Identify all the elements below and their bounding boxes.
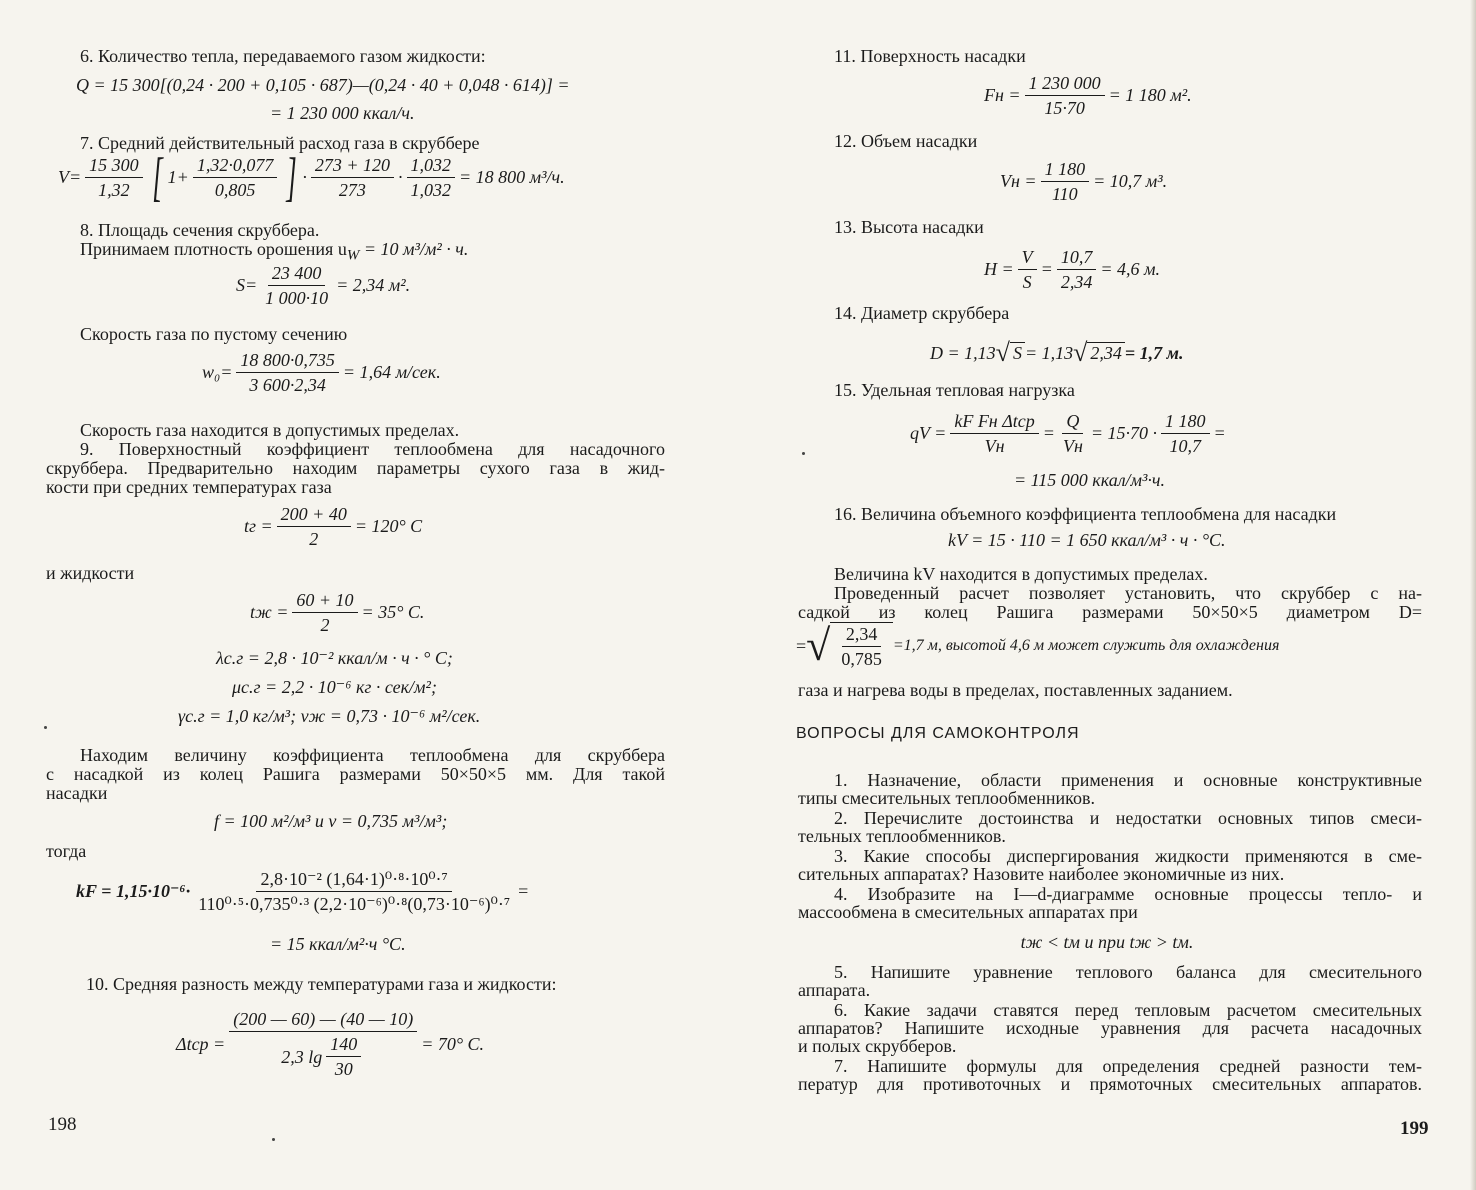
item6-title: 6. Количество тепла, передаваемого газом жидкости: [80, 46, 486, 66]
item7-result: = 18 800 м³/ч. [459, 166, 565, 187]
page-number-left: 198 [48, 1114, 77, 1135]
kf-result: = 15 ккал/м²·ч °C. [270, 934, 406, 954]
mu-line: μс.г = 2,2 · 10⁻⁶ кг · сек/м²; [232, 677, 437, 697]
dt-fraction: (200 — 60) — (40 — 10) 2,3 lg $\frac{140}{30}$ [229, 1008, 417, 1080]
item8-title: 8. Площадь сечения скруббера. [80, 220, 320, 240]
dt-equation: Δtср = (200 — 60) — (40 — 10) 2,3 lg $\frac{140}{30}$ = 70° C. [176, 1009, 485, 1079]
question-4-line1: 4. Изобразите на I—d-диаграмме основные процессы тепло- и [834, 884, 1422, 904]
question-3-line1: 3. Какие способы диспергирования жидкости применяются в сме- [834, 846, 1422, 866]
item7-fraction-1: $\frac{15 300}{1,32}$ [85, 154, 143, 201]
page-edge-shadow [1470, 0, 1476, 1190]
sqrt-diameter: √ $\frac{2,34}{0,785}$ [806, 622, 893, 670]
h-equation: H = $\frac{V}{S}$ = $\frac{10,7}{2,34}$ = 4,6 м. [984, 247, 1160, 292]
section-heading: ВОПРОСЫ ДЛЯ САМОКОНТРОЛЯ [796, 725, 1080, 742]
question-5-line1: 5. Напишите уравнение теплового баланса для смесительного [834, 962, 1422, 982]
question-6-line1: 6. Какие задачи ставятся перед тепловым расчетом смесительных [834, 1000, 1422, 1020]
speed-fraction: $\frac{18 800\cdot 0,735}{3 600\cdot 2,34}$ [236, 349, 339, 396]
h-fraction-2: $\frac{10,7}{2,34}$ [1057, 246, 1097, 293]
item7-title: 7. Средний действительный расход газа в скруббере [80, 133, 480, 153]
dt-log-fraction: $\frac{140}{30}$ [326, 1033, 361, 1080]
tg-equation: tг = $\frac{200 + 40}{2}$ = 120° C [244, 504, 423, 549]
question-2-line1: 2. Перечислите достоинства и недостатки основных типов смеси- [834, 808, 1422, 828]
f-v-line: f = 100 м²/м³ и v = 0,735 м³/м³; [214, 811, 448, 831]
speed-equation: w₀= $\frac{18 800\cdot 0,735}{3 600\cdot 2,34}$ = 1,64 м/сек. [202, 350, 441, 395]
question-3-line2: сительных аппаратах? Назовите наиболее экономичные из них. [798, 864, 1285, 884]
lambda-line: λс.г = 2,8 · 10⁻² ккал/м · ч · ° C; [216, 648, 453, 668]
then-word: тогда [46, 841, 87, 861]
item16-title: 16. Величина объемного коэффициента теплообмена для насадки [834, 504, 1337, 524]
kv-equation: kV = 15 · 110 = 1 650 ккал/м³ · ч · °C. [948, 530, 1226, 550]
question-2-line2: тельных теплообменников. [798, 826, 1006, 846]
speed-title: Скорость газа по пустому сечению [80, 324, 348, 344]
q-result: = 115 000 ккал/м³·ч. [1014, 470, 1166, 490]
sqrt-234: √ 2,34 [1073, 338, 1125, 368]
coef-paragraph-line3: насадки [46, 783, 108, 803]
question-1-line2: типы смесительных теплообменников. [798, 788, 1095, 808]
question-4-line2: массообмена в смесительных аппаратах при [798, 902, 1138, 922]
open-bracket: [ [151, 147, 163, 207]
conclusion-equation: = √ $\frac{2,34}{0,785}$ =1,7 м, высотой 4,6 м может служить для охлаждения [796, 621, 1280, 670]
item7-equation: V= $\frac{15 300}{1,32}$ [ 1+ $\frac{1,32\cdot 0,077}{0,805}$ ] · $\frac{273 + 120}{273}$ · $\frac{1,032}{1,032}$ = 18 800 м³/ч. [58, 147, 565, 207]
question-6-line2: аппаратов? Напишите исходные уравнения для расчета насадочных [798, 1018, 1422, 1038]
item7-fraction-4: $\frac{1,032}{1,032}$ [407, 154, 456, 201]
item7-fraction-3: $\frac{273 + 120}{273}$ [311, 154, 394, 201]
question-7-line1: 7. Напишите формулы для определения средней разности тем- [834, 1056, 1422, 1076]
print-speck [44, 726, 47, 729]
item9-paragraph-line3: кости при средних температурах газа [46, 477, 332, 497]
question-4-equation: tж < tм и при tж > tм. [1020, 932, 1194, 952]
q-fraction-2: $\frac{Q}{Vн}$ [1062, 411, 1083, 456]
item6-result: = 1 230 000 ккал/ч. [270, 103, 415, 123]
conclusion-line4: газа и нагрева воды в пределах, поставленных заданием. [798, 680, 1233, 700]
tzh-fraction: $\frac{60 + 10}{2}$ [292, 589, 357, 636]
coef-paragraph-line2: с насадкой из колец Рашига размерами 50×50×5 мм. Для такой [46, 764, 665, 784]
q-fraction-3: $\frac{1 180}{10,7}$ [1161, 410, 1210, 457]
kv-conclusion: Величина kV находится в допустимых пределах. [834, 564, 1208, 584]
item9-paragraph-line2: скруббера. Предварительно находим параметры сухого газа в жид- [46, 458, 665, 478]
question-1-line1: 1. Назначение, области применения и основные конструктивные [834, 770, 1422, 790]
item8-fraction: $\frac{23 400}{1 000\cdot 10}$ [265, 263, 329, 308]
question-6-line3: и полых скрубберов. [798, 1036, 957, 1056]
item6-equation: Q = 15 300[(0,24 · 200 + 0,105 · 687)—(0,24 · 40 + 0,048 · 614)] = [76, 75, 570, 95]
sqrt-s: √ S [996, 338, 1025, 368]
conclusion-line1: Проведенный расчет позволяет установить, что скруббер с на- [834, 583, 1422, 603]
item8-line2: Принимаем плотность орошения $u_W = 10$ м³/м² · ч. [80, 239, 469, 264]
right-page [738, 0, 1476, 1190]
page-number-right: 199 [1400, 1118, 1429, 1139]
tg-fraction: $\frac{200 + 40}{2}$ [277, 503, 351, 550]
q-equation: qV = $\frac{\text{kF Fн Δtср}}{Vн}$ = $\frac{Q}{Vн}$ = 15·70 · $\frac{1 180}{10,7}$ = [910, 411, 1226, 456]
item7-lhs: V= [58, 166, 82, 187]
item7-one: 1+ [167, 166, 189, 187]
speed-conclusion: Скорость газа находится в допустимых пределах. [80, 420, 460, 440]
print-speck [272, 1138, 275, 1141]
item7-fraction-2: $\frac{1,32\cdot 0,077}{0,805}$ [193, 154, 278, 201]
conclusion-line2: садкой из колец Рашига размерами 50×50×5 диаметром D= [798, 602, 1422, 622]
close-bracket: ] [286, 147, 298, 207]
tzh-equation: tж = $\frac{60 + 10}{2}$ = 35° C. [250, 590, 425, 635]
kf-fraction: $\frac{\text{2,8·10⁻² (1,64·1)⁰·⁸·10⁰·⁷}}{\text{110⁰·⁵·0,735⁰·³ (2,2·10⁻⁶)⁰·⁸(0,73·10⁻⁶)⁰·⁷}}$ [198, 869, 511, 914]
gamma-line: γс.г = 1,0 кг/м³; νж = 0,73 · 10⁻⁶ м²/сек. [178, 706, 481, 726]
f-equation: Fн = $\frac{1 230 000}{15\cdot 70}$ = 1 180 м². [984, 73, 1192, 118]
item11-title: 11. Поверхность насадки [834, 46, 1026, 66]
item13-title: 13. Высота насадки [834, 217, 984, 237]
question-7-line2: ператур для противоточных и прямоточных смесительных аппаратов. [798, 1074, 1422, 1094]
item10-title: 10. Средняя разность между температурами газа и жидкости: [86, 974, 557, 994]
print-speck [802, 452, 805, 455]
coef-paragraph-line1: Находим величину коэффициента теплообмена для скруббера [80, 745, 665, 765]
item8-equation: S= $\frac{23 400}{1 000\cdot 10}$ = 2,34 м². [236, 263, 411, 308]
v-fraction: $\frac{1 180}{110}$ [1041, 158, 1090, 205]
item14-title: 14. Диаметр скруббера [834, 303, 1010, 323]
item12-title: 12. Объем насадки [834, 131, 978, 151]
h-fraction-1: $\frac{V}{S}$ [1018, 246, 1037, 293]
q-fraction-1: $\frac{\text{kF Fн Δtср}}{Vн}$ [950, 410, 1038, 457]
f-fraction: $\frac{1 230 000}{15\cdot 70}$ [1025, 72, 1105, 119]
question-5-line2: аппарата. [798, 980, 871, 1000]
d-equation: D = 1,13 √ S = 1,13 √ 2,34 = 1,7 м. [930, 338, 1184, 367]
kf-equation: kF = 1,15·10⁻⁶· $\frac{\text{2,8·10⁻² (1,64·1)⁰·⁸·10⁰·⁷}}{\text{110⁰·⁵·0,735⁰·³ (2,2·10⁻⁶)⁰·⁸(0,73·10⁻⁶)⁰·⁷}}$ = [76, 869, 529, 914]
item15-title: 15. Удельная тепловая нагрузка [834, 380, 1075, 400]
and-liquid: и жидкости [46, 563, 135, 583]
item9-paragraph-line1: 9. Поверхностный коэффициент теплообмена для насадочного [80, 439, 665, 459]
v-equation: Vн = $\frac{1 180}{110}$ = 10,7 м³. [1000, 159, 1168, 204]
